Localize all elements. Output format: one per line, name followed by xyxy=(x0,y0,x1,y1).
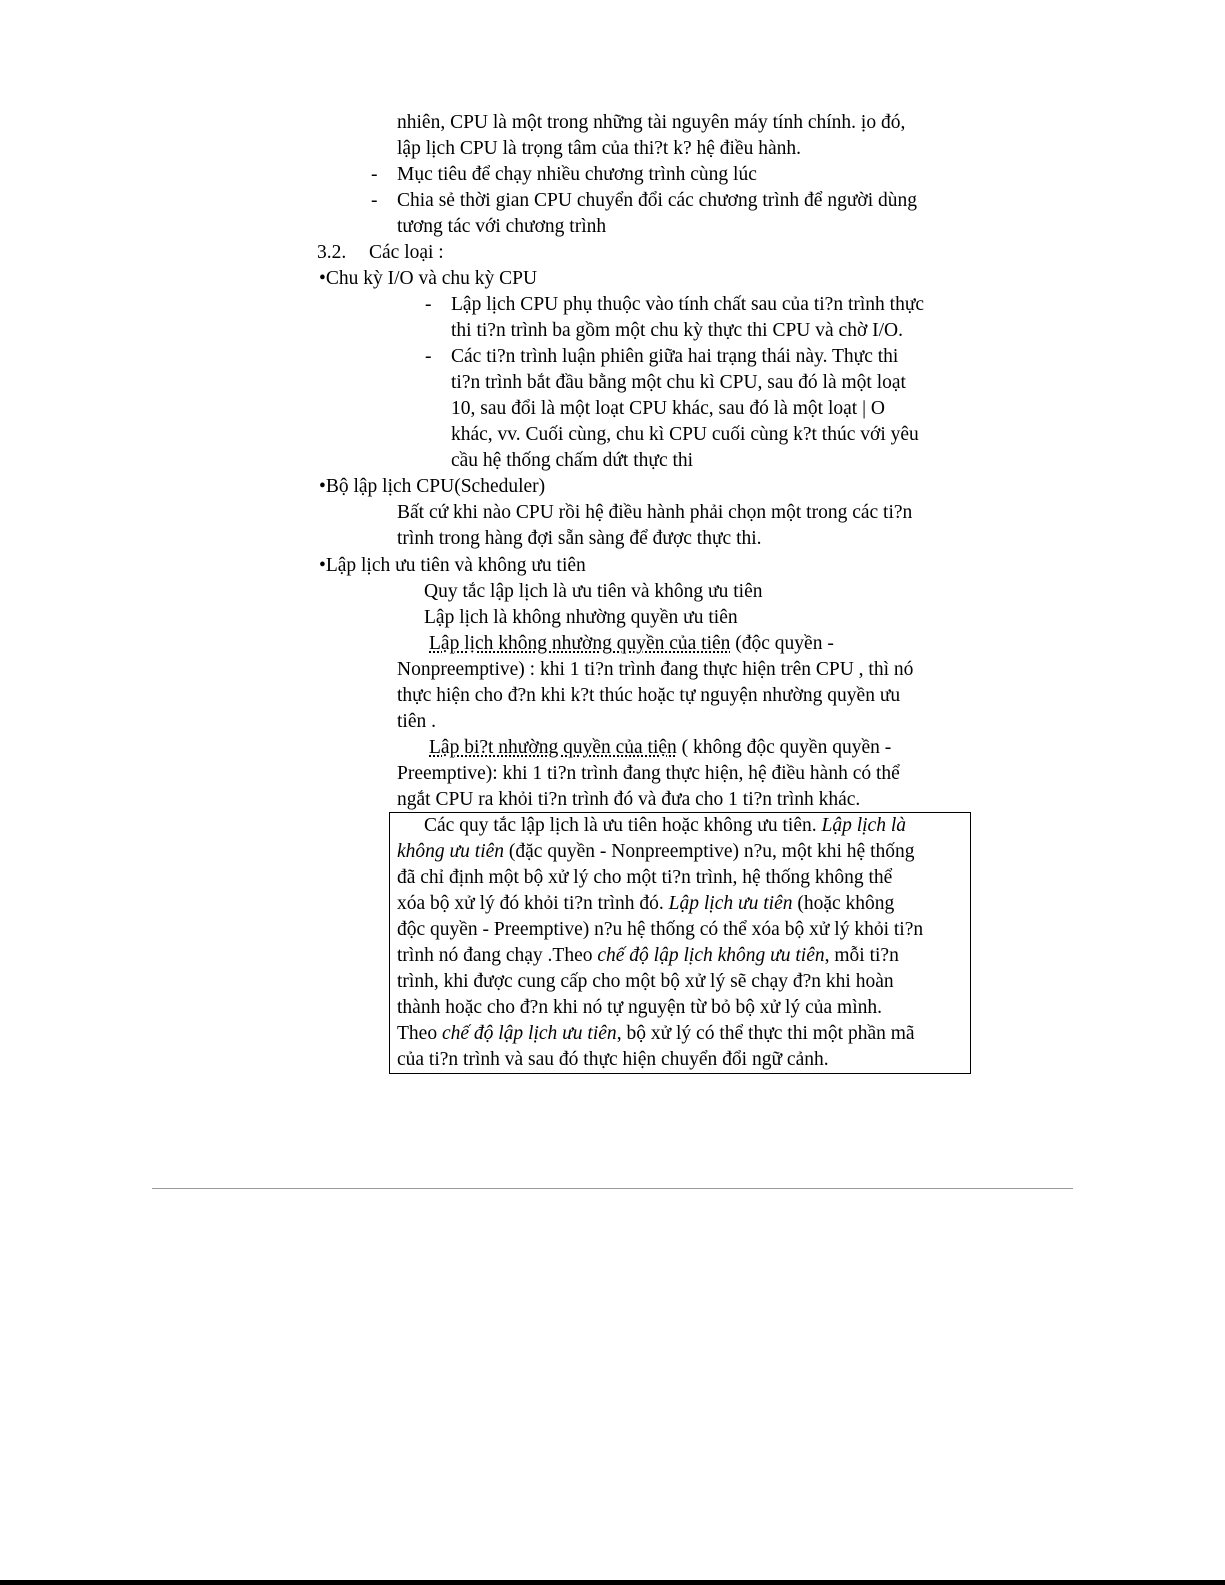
nonpreemptive-heading xyxy=(429,634,834,654)
nonpreemptive-title: Lập lịch không nhường quyền của tiên xyxy=(429,633,731,654)
box-italic: Lập lịch ưu tiên xyxy=(668,893,793,914)
box-text: (đặc quyền - Nonpreemptive) n?u, một khi hệ thống xyxy=(504,841,915,862)
bottom-edge xyxy=(0,1580,1225,1585)
box-text: xóa bộ xử lý đó khỏi ti?n trình đó. xyxy=(397,893,669,914)
nonpreemptive-line: tiên . xyxy=(397,711,436,732)
intro-line-2: lập lịch CPU là trọng tâm của thi?t k? hệ điều hành. xyxy=(397,138,801,159)
box-text: (hoặc không xyxy=(792,893,895,914)
preemptive-line: ngắt CPU ra khỏi ti?n trình đó và đưa cho 1 ti?n trình khác. xyxy=(397,789,861,810)
box-line xyxy=(397,1024,915,1044)
box-line: của ti?n trình và sau đó thực hiện chuyển đổi ngữ cảnh. xyxy=(397,1049,829,1070)
intro-line-1: nhiên, CPU là một trong những tài nguyên máy tính chính. ịo đó, xyxy=(397,112,906,133)
scheduler-line: trình trong hàng đợi sẵn sàng để được thực thi. xyxy=(397,528,762,549)
box-text: , mỗi ti?n xyxy=(824,945,899,966)
box-line xyxy=(397,946,899,966)
section-title: Các loại : xyxy=(369,242,444,263)
box-line: thành hoặc cho đ?n khi nó tự nguyện từ bỏ bộ xử lý của mình. xyxy=(397,997,882,1018)
goal-2-line-1: Chia sẻ thời gian CPU chuyển đổi các chương trình để người dùng xyxy=(397,190,917,211)
preemptive-title-rest: ( không độc quyền quyền - xyxy=(676,737,892,758)
goal-1: Mục tiêu để chạy nhiều chương trình cùng lúc xyxy=(397,164,757,185)
goal-dash: - xyxy=(371,164,378,185)
section-number: 3.2. xyxy=(317,242,347,263)
box-text: Theo xyxy=(397,1023,442,1044)
io-item-2-line: cầu hệ thống chấm dứt thực thi xyxy=(451,450,694,471)
goal-dash: - xyxy=(371,190,378,211)
box-line: độc quyền - Preemptive) n?u hệ thống có thể xóa bộ xử lý khỏi ti?n xyxy=(397,919,924,940)
nonpreemptive-line: thực hiện cho đ?n khi k?t thúc hoặc tự nguyện nhường quyền ưu xyxy=(397,685,901,706)
io-item-2-line: 10, sau đổi là một loạt CPU khác, sau đó là một loạt | O xyxy=(451,398,885,419)
nonpreemptive-line: Nonpreemptive) : khi 1 ti?n trình đang thực hiện trên CPU , thì nó xyxy=(397,659,914,680)
preemptive-title: Lập bi?t nhường quyền của tiện xyxy=(429,737,677,758)
io-item-1-line: thi ti?n trình ba gồm một chu kỳ thực thi CPU và chờ I/O. xyxy=(451,320,903,341)
box-text: , bộ xử lý có thể thực thi một phần mã xyxy=(616,1023,915,1044)
preemptive-line: Preemptive): khi 1 ti?n trình đang thực hiện, hệ điều hành có thể xyxy=(397,763,900,784)
io-dash: - xyxy=(425,294,432,315)
box-line xyxy=(397,894,894,914)
preemptive-heading xyxy=(429,738,891,758)
box-italic: chế độ lập lịch ưu tiên xyxy=(441,1023,617,1044)
box-line: đã chỉ định một bộ xử lý cho một ti?n trình, hệ thống không thể xyxy=(397,867,893,888)
box-text: trình nó đang chạy .Theo xyxy=(397,945,598,966)
io-item-2-line: khác, vv. Cuối cùng, chu kì CPU cuối cùng k?t thúc với yêu xyxy=(451,424,919,445)
io-item-1-line: Lập lịch CPU phụ thuộc vào tính chất sau của ti?n trình thực xyxy=(451,294,925,315)
box-italic: không ưu tiên xyxy=(397,841,505,862)
priority-rule-1: Quy tắc lập lịch là ưu tiên và không ưu tiên xyxy=(424,581,763,602)
bullet-priority: •Lập lịch ưu tiên và không ưu tiên xyxy=(319,555,586,576)
box-line: trình, khi được cung cấp cho một bộ xử lý sẽ chạy đ?n khi hoàn xyxy=(397,971,894,992)
io-item-2-line: Các ti?n trình luận phiên giữa hai trạng thái này. Thực thi xyxy=(451,346,899,367)
priority-rule-2: Lập lịch là không nhường quyền ưu tiên xyxy=(424,607,738,628)
box-line xyxy=(424,816,906,836)
page-divider xyxy=(152,1188,1073,1189)
bullet-io-cycle: •Chu kỳ I/O và chu kỳ CPU xyxy=(319,268,538,289)
box-italic: chế độ lập lịch không ưu tiên xyxy=(597,945,825,966)
scheduler-line: Bất cứ khi nào CPU rồi hệ điều hành phải chọn một trong các ti?n xyxy=(397,502,913,523)
io-item-2-line: ti?n trình bắt đầu bằng một chu kì CPU, sau đó là một loạt xyxy=(451,372,906,393)
io-dash: - xyxy=(425,346,432,367)
box-line xyxy=(397,842,915,862)
box-italic: Lập lịch là xyxy=(821,815,906,836)
box-text: Các quy tắc lập lịch là ưu tiên hoặc không ưu tiên. xyxy=(424,815,822,836)
goal-2-line-2: tương tác với chương trình xyxy=(397,216,607,237)
nonpreemptive-title-rest: (độc quyền - xyxy=(730,633,834,654)
bullet-scheduler: •Bộ lập lịch CPU(Scheduler) xyxy=(319,476,546,497)
